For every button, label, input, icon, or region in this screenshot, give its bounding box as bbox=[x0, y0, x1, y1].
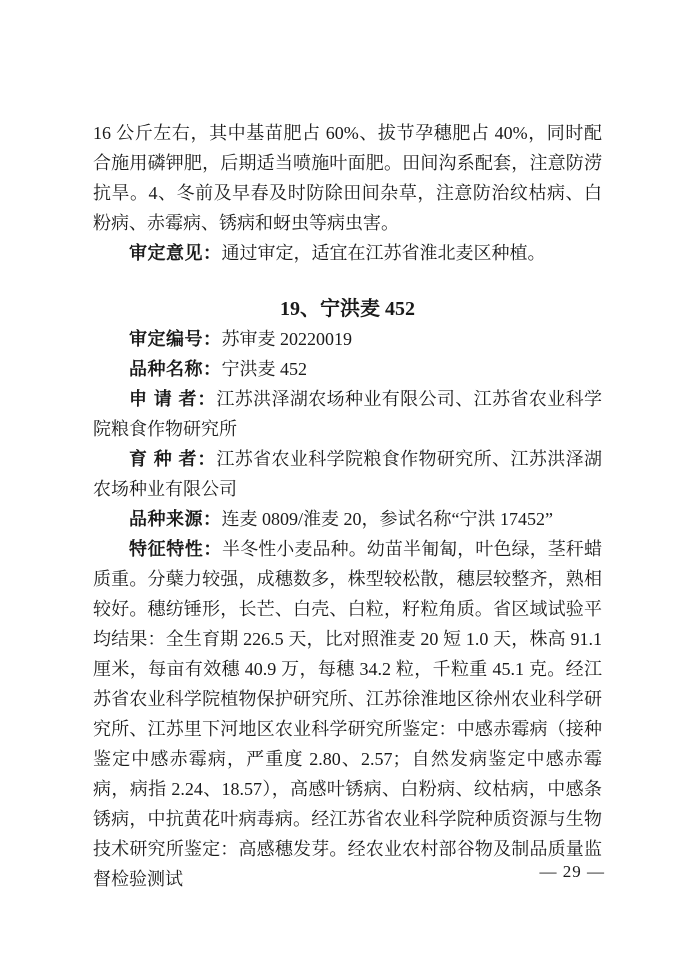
field-value-characteristics: 半冬性小麦品种。幼苗半匍匐，叶色绿，茎秆蜡质重。分蘖力较强，成穗数多，株型较松散，穗层较整齐，熟相较好。穗纺锤形，长芒、白壳、白粒，籽粒角质。省区域试验平均结果：全生育期 226.5 天，比对照淮麦 20 短 1.0 天，株高 91.1 厘米，每亩有效穗 40.9 万，每穗 34.2 粒，千粒重 45.1 克。经江苏省农业科学院植物保护研究所、江苏徐淮地区徐州农业科学研究所、江苏里下河地区农业科学研究所鉴定：中感赤霉病（接种鉴定中感赤霉病，严重度 2.80、2.57；自然发病鉴定中感赤霉病，病指 2.24、18.57），高感叶锈病、白粉病、纹枯病，中感条锈病，中抗黄花叶病毒病。经江苏省农业科学院种质资源与生物技术研究所鉴定：高感穗发芽。经农业农村部谷物及制品质量监督检验测试 bbox=[93, 539, 602, 889]
page-number: — 29 — bbox=[539, 862, 605, 881]
paragraph-approval-opinion bbox=[93, 238, 602, 268]
paragraph-characteristics bbox=[93, 534, 602, 894]
paragraph-approval-number bbox=[93, 324, 602, 354]
field-value-breeder: 江苏省农业科学院粮食作物研究所、江苏洪泽湖农场种业有限公司 bbox=[93, 449, 602, 499]
field-label-applicant: 申 请 者： bbox=[129, 389, 217, 409]
field-label-characteristics: 特征特性： bbox=[129, 539, 222, 559]
field-label-breeder: 育 种 者： bbox=[129, 449, 217, 469]
field-label-approval-opinion: 审定意见： bbox=[129, 243, 222, 263]
field-label-variety-name: 品种名称： bbox=[129, 359, 222, 379]
paragraph-variety-source bbox=[93, 504, 602, 534]
field-value-variety-source: 连麦 0809/淮麦 20，参试名称“宁洪 17452” bbox=[221, 509, 553, 529]
document-content bbox=[93, 118, 602, 894]
paragraph-applicant bbox=[93, 384, 602, 444]
field-value-approval-opinion: 通过审定，适宜在江苏省淮北麦区种植。 bbox=[221, 243, 546, 263]
section-heading-variety: 19、宁洪麦 452 bbox=[280, 298, 415, 320]
paragraph-variety-name bbox=[93, 354, 602, 384]
field-label-approval-number: 审定编号： bbox=[129, 329, 222, 349]
field-value-approval-number: 苏审麦 20220019 bbox=[221, 329, 352, 349]
paragraph-cultivation-text: 16 公斤左右，其中基苗肥占 60%、拔节孕穗肥占 40%，同时配合施用磷钾肥，后期适当喷施叶面肥。田间沟系配套，注意防涝抗旱。4、冬前及早春及时防除田间杂草，注意防治纹枯病、白粉病、赤霉病、锈病和蚜虫等病虫害。 bbox=[93, 123, 602, 233]
field-value-variety-name: 宁洪麦 452 bbox=[221, 359, 307, 379]
paragraph-cultivation-continued bbox=[93, 118, 602, 238]
field-value-applicant: 江苏洪泽湖农场种业有限公司、江苏省农业科学院粮食作物研究所 bbox=[93, 389, 602, 439]
paragraph-breeder bbox=[93, 444, 602, 504]
field-label-variety-source: 品种来源： bbox=[129, 509, 222, 529]
